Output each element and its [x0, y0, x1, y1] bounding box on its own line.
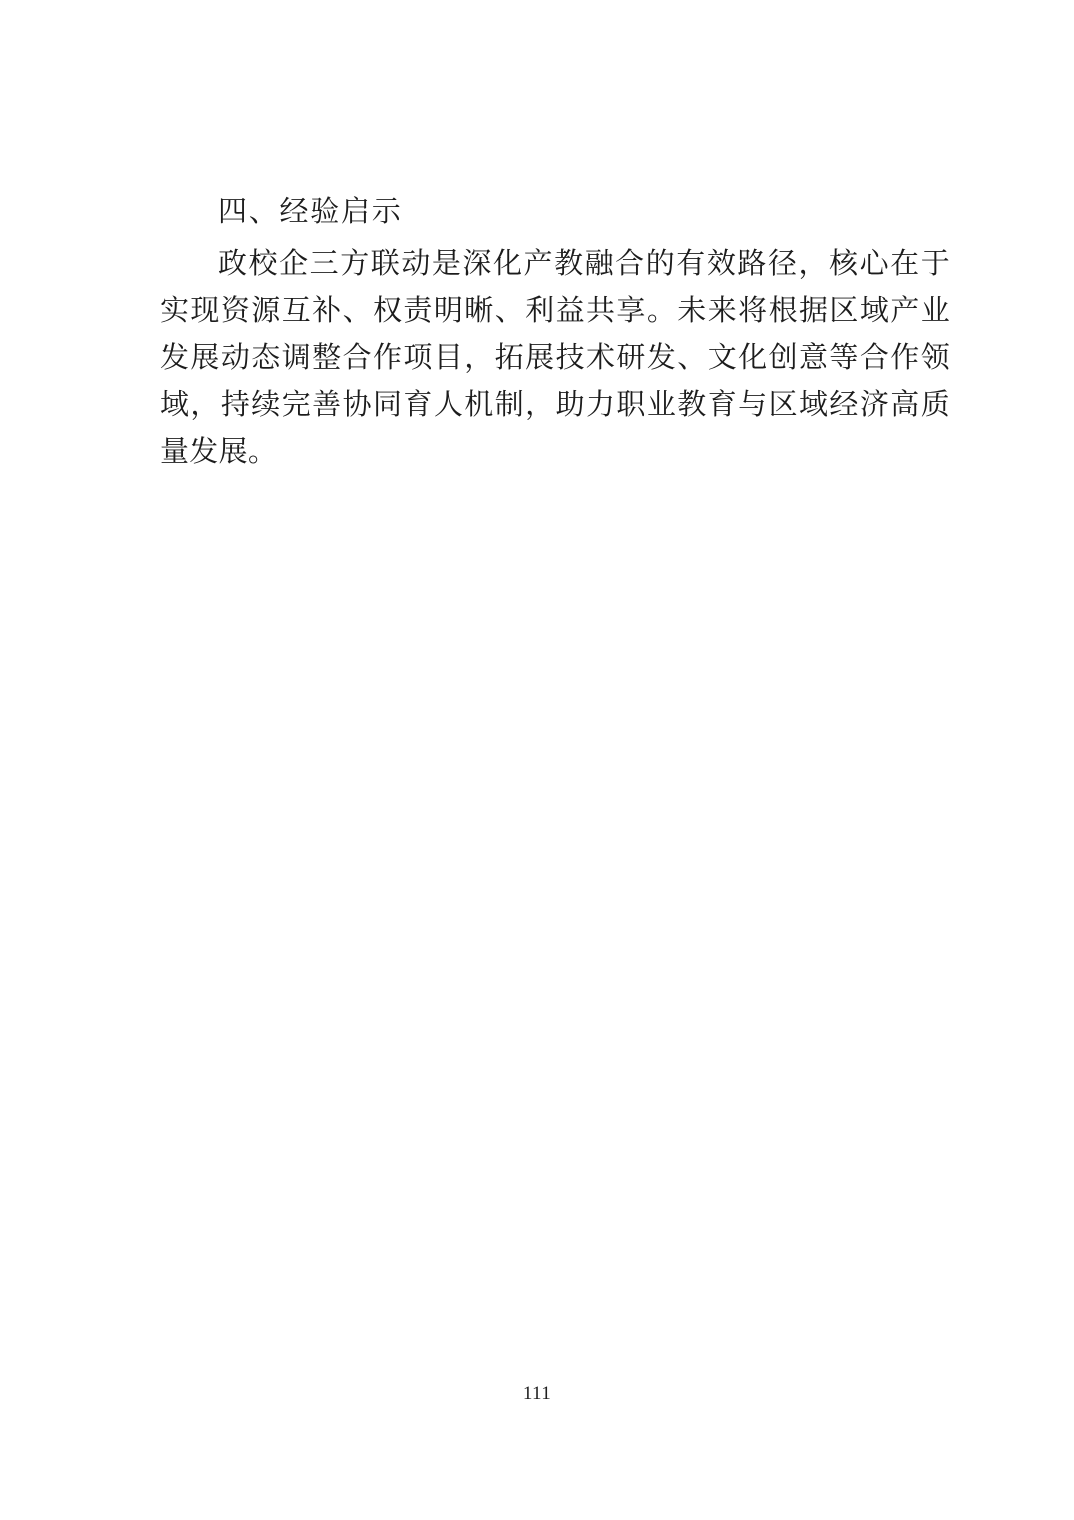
page-content: [160, 190, 950, 476]
page-footer: [0, 1383, 1074, 1405]
section-heading: 四、经验启示: [218, 196, 403, 228]
body-paragraph: 政校企三方联动是深化产教融合的有效路径，核心在于实现资源互补、权责明晰、利益共享。未来将根据区域产业发展动态调整合作项目，拓展技术研发、文化创意等合作领域，持续完善协同育人机制，助力职业教育与区域经济高质量发展。: [160, 247, 950, 468]
page-number: 111: [522, 1383, 552, 1404]
